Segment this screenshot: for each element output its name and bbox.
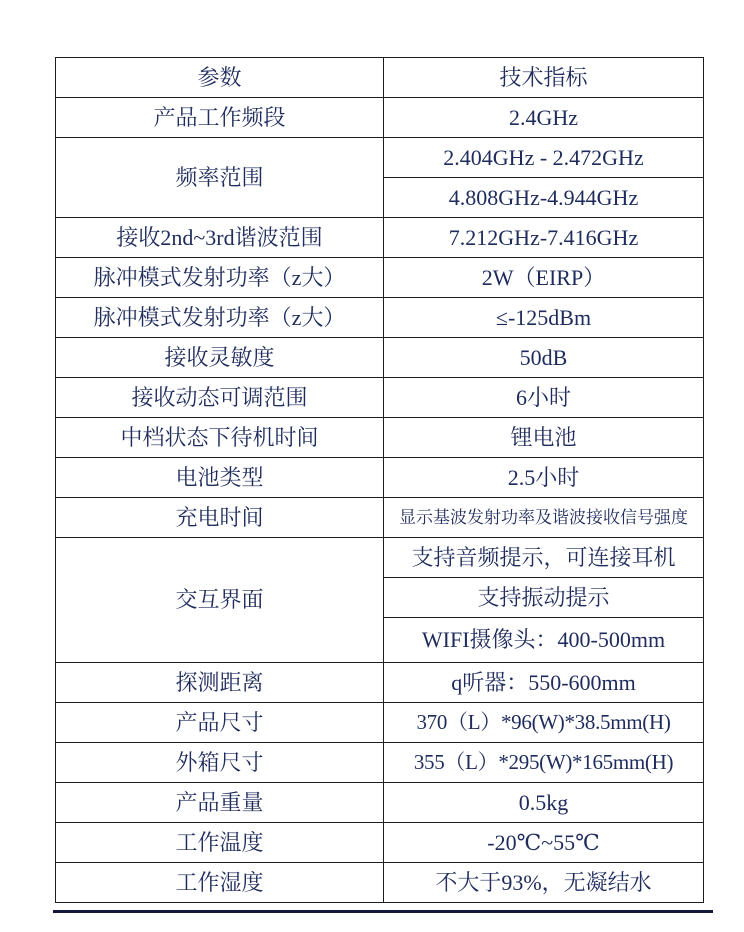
value-cell: 370（L）*96(W)*38.5mm(H)	[384, 703, 704, 743]
value-cell: 支持音频提示，可连接耳机	[384, 538, 704, 578]
table-row	[56, 743, 704, 783]
table-row	[56, 338, 704, 378]
table-row	[56, 538, 704, 578]
value-cell: 2.404GHz - 2.472GHz	[384, 138, 704, 178]
param-cell: 工作温度	[56, 823, 384, 863]
table-row	[56, 703, 704, 743]
value-cell: -20℃~55℃	[384, 823, 704, 863]
param-cell: 接收动态可调范围	[56, 378, 384, 418]
header-row	[56, 58, 704, 98]
value-cell: 6小时	[384, 378, 704, 418]
param-cell: 频率范围	[56, 138, 384, 218]
spec-table	[55, 57, 704, 903]
param-cell: 接收灵敏度	[56, 338, 384, 378]
value-cell: 4.808GHz-4.944GHz	[384, 178, 704, 218]
table-row	[56, 98, 704, 138]
param-cell: 交互界面	[56, 538, 384, 663]
table-row	[56, 783, 704, 823]
value-cell: ≤-125dBm	[384, 298, 704, 338]
value-cell: 2W（EIRP）	[384, 258, 704, 298]
table-row	[56, 823, 704, 863]
param-cell: 产品工作频段	[56, 98, 384, 138]
param-cell: 脉冲模式发射功率（z大）	[56, 298, 384, 338]
table-row	[56, 138, 704, 178]
value-cell: 7.212GHz-7.416GHz	[384, 218, 704, 258]
value-cell: q听器：550-600mm	[384, 663, 704, 703]
param-cell: 工作湿度	[56, 863, 384, 903]
value-cell: 2.5小时	[384, 458, 704, 498]
table-row	[56, 378, 704, 418]
table-row	[56, 663, 704, 703]
param-cell: 产品重量	[56, 783, 384, 823]
table-row	[56, 218, 704, 258]
header-value-cell: 技术指标	[384, 58, 704, 98]
value-cell: 显示基波发射功率及谐波接收信号强度	[384, 498, 704, 538]
table-row	[56, 863, 704, 903]
param-cell: 产品尺寸	[56, 703, 384, 743]
value-cell: 0.5kg	[384, 783, 704, 823]
param-cell: 中档状态下待机时间	[56, 418, 384, 458]
value-cell: 不大于93%，无凝结水	[384, 863, 704, 903]
table-bottom-rule	[53, 910, 713, 913]
table-row	[56, 498, 704, 538]
table-row	[56, 258, 704, 298]
param-cell: 电池类型	[56, 458, 384, 498]
table-row	[56, 298, 704, 338]
param-cell: 充电时间	[56, 498, 384, 538]
value-cell: 2.4GHz	[384, 98, 704, 138]
header-param-cell: 参数	[56, 58, 384, 98]
table-row	[56, 418, 704, 458]
value-cell: 锂电池	[384, 418, 704, 458]
value-cell: WIFI摄像头：400-500mm	[384, 618, 704, 663]
param-cell: 接收2nd~3rd谐波范围	[56, 218, 384, 258]
spec-table-header	[56, 58, 704, 98]
value-cell: 355（L）*295(W)*165mm(H)	[384, 743, 704, 783]
table-row	[56, 458, 704, 498]
value-cell: 50dB	[384, 338, 704, 378]
param-cell: 探测距离	[56, 663, 384, 703]
param-cell: 脉冲模式发射功率（z大）	[56, 258, 384, 298]
spec-table-body	[56, 98, 704, 903]
value-cell: 支持振动提示	[384, 578, 704, 618]
param-cell: 外箱尺寸	[56, 743, 384, 783]
